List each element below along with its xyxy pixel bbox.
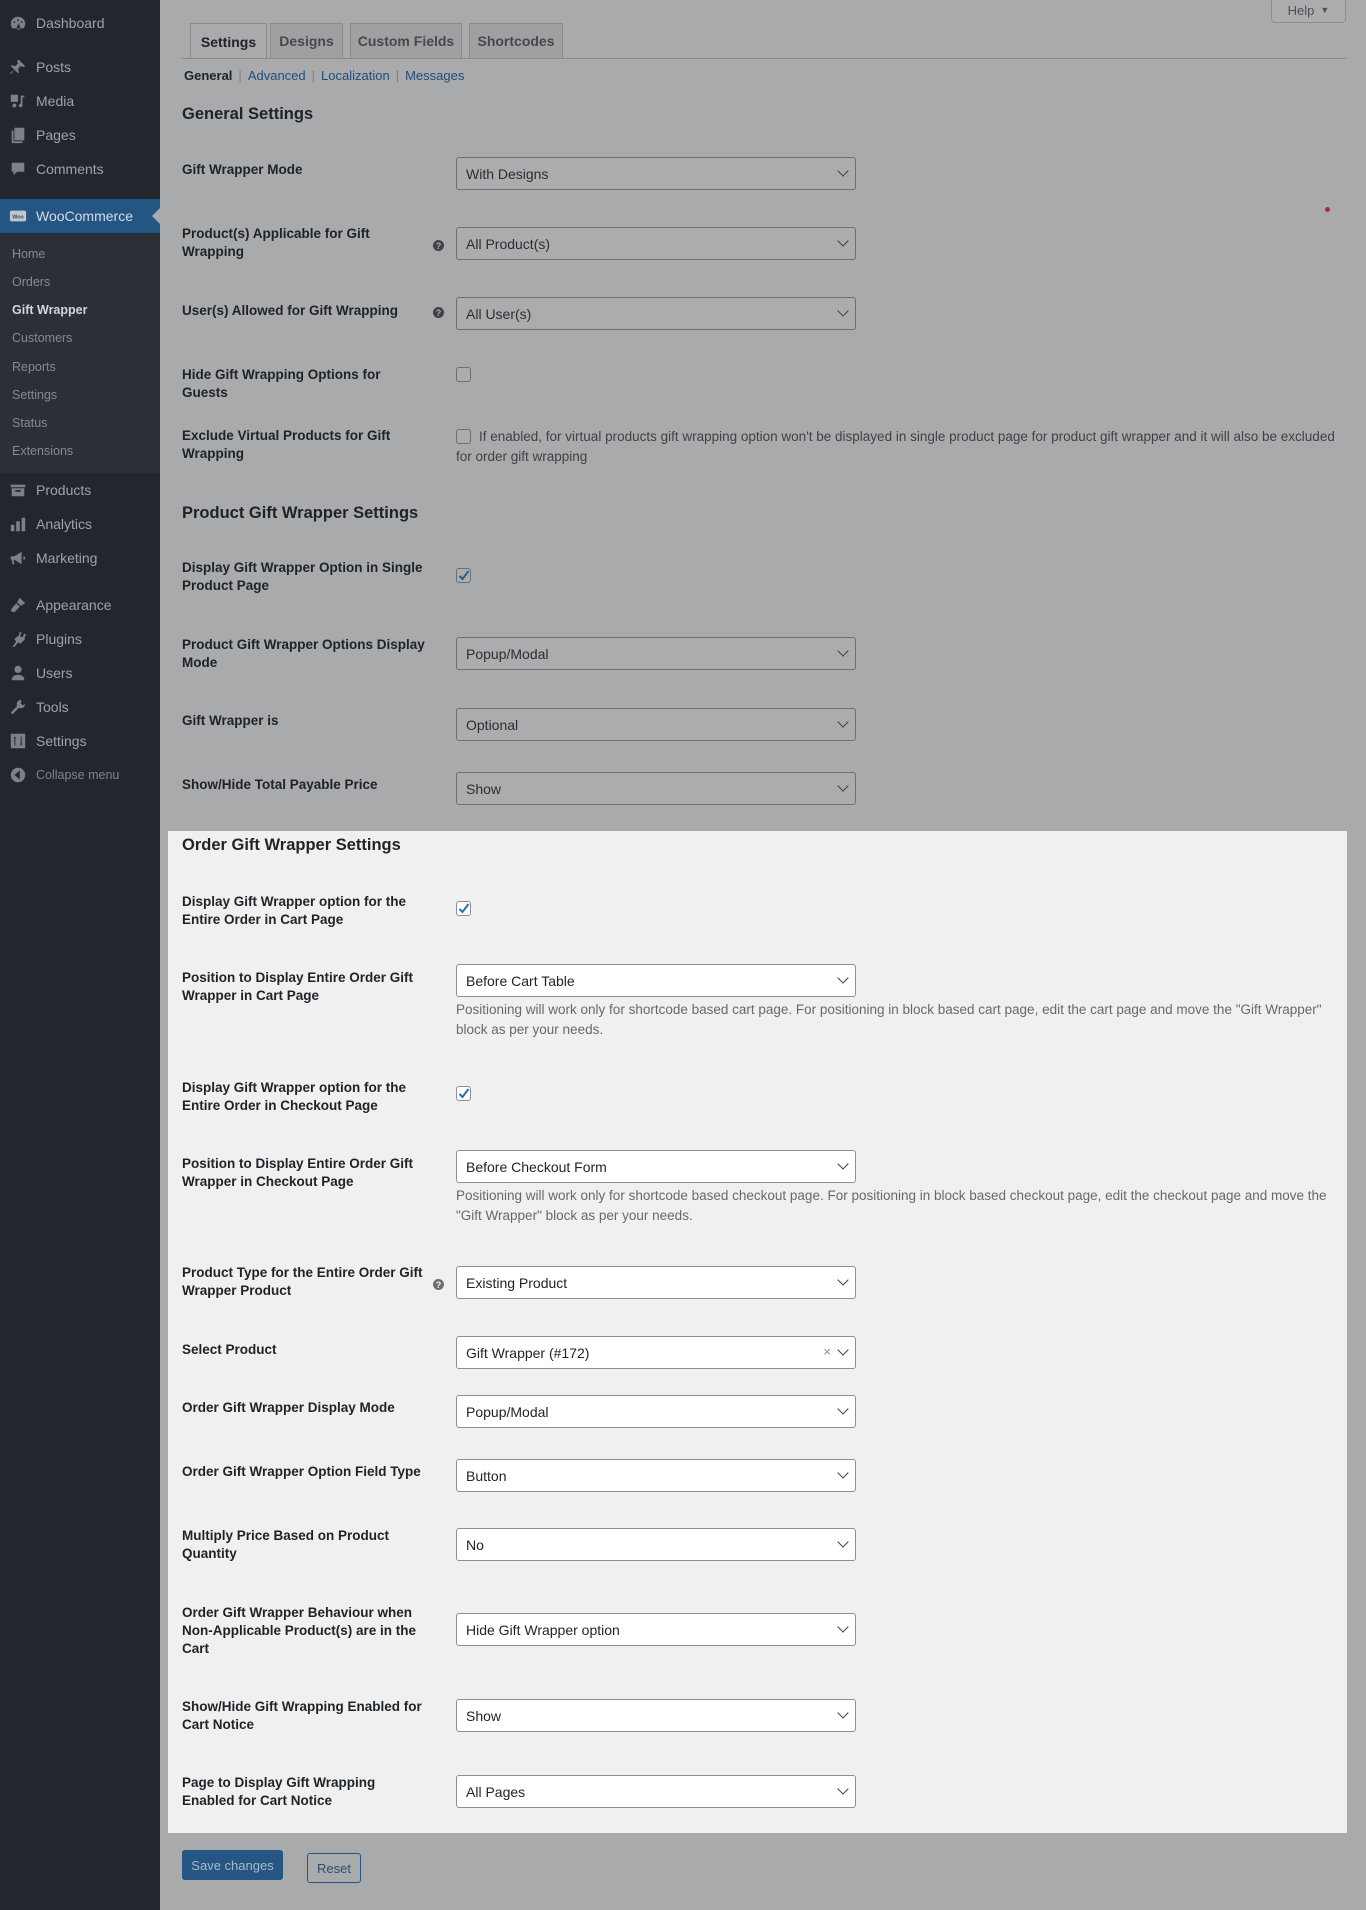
sidebar-item-plugins[interactable]: [0, 622, 160, 656]
bar-chart-icon: [8, 514, 28, 534]
sidebar-item-tools[interactable]: [0, 690, 160, 724]
products-applicable-select[interactable]: [456, 227, 856, 260]
chevron-down-icon: [837, 1467, 848, 1478]
submenu-orders[interactable]: Orders: [12, 275, 51, 289]
help-button[interactable]: [1271, 0, 1346, 23]
select-value: Button: [466, 1467, 507, 1484]
help-label: Help: [1287, 2, 1315, 18]
products-applicable-label: Product(s) Applicable for Gift Wrapping: [182, 226, 370, 259]
sidebar-item-marketing[interactable]: [0, 541, 160, 575]
woocommerce-submenu: [0, 233, 160, 473]
sidebar-item-comments[interactable]: [0, 152, 160, 186]
cart-position-description: Positioning will work only for shortcode based cart page. For positioning in block based cart page, edit the cart page and move the "Gift Wrapper" block as per your needs.: [456, 1002, 1322, 1037]
select-value: Show: [466, 1707, 502, 1724]
wrench-icon: [8, 697, 28, 717]
chevron-down-icon: [837, 235, 848, 246]
red-dot-indicator: [1325, 207, 1330, 212]
general-settings-title: General Settings: [182, 105, 314, 123]
users-allowed-label: User(s) Allowed for Gift Wrapping: [182, 303, 399, 318]
checkmark-icon: [458, 902, 470, 915]
submenu-extensions[interactable]: Extensions: [12, 444, 74, 458]
reset-button[interactable]: Reset: [307, 1853, 361, 1883]
cart-notice-page-select[interactable]: [456, 1775, 856, 1808]
collapse-menu-button[interactable]: [0, 758, 160, 792]
total-payable-select[interactable]: [456, 772, 856, 805]
order-checkout-display-checkbox[interactable]: [456, 1086, 471, 1101]
tab-settings[interactable]: Settings: [190, 23, 267, 59]
sidebar-item-posts[interactable]: [0, 50, 160, 84]
order-settings-panel: [168, 831, 1347, 1833]
select-value: All Product(s): [466, 235, 551, 252]
help-tooltip-icon[interactable]: ?: [433, 240, 444, 251]
gift-wrapper-is-select[interactable]: [456, 708, 856, 741]
order-display-mode-select[interactable]: [456, 1395, 856, 1428]
sidebar-item-pages[interactable]: [0, 118, 160, 152]
product-display-mode-select[interactable]: [456, 637, 856, 670]
sidebar-item-label: Pages: [36, 127, 76, 143]
order-settings-title: Order Gift Wrapper Settings: [182, 836, 401, 854]
option-field-type-label: Order Gift Wrapper Option Field Type: [182, 1464, 421, 1479]
chevron-down-icon: [837, 972, 848, 983]
sidebar-item-products[interactable]: [0, 473, 160, 507]
pin-icon: [8, 57, 28, 77]
select-value: Gift Wrapper (#172): [466, 1344, 590, 1361]
submenu-settings[interactable]: Settings: [12, 388, 58, 402]
subnav-localization[interactable]: Localization: [321, 68, 390, 83]
collapse-arrow-icon: [8, 765, 28, 785]
select-product-label: Select Product: [182, 1342, 277, 1357]
product-type-select[interactable]: [456, 1266, 856, 1299]
pages-icon: [8, 125, 28, 145]
user-icon: [8, 663, 28, 683]
gift-wrapper-mode-label: Gift Wrapper Mode: [182, 162, 303, 177]
sidebar-item-label: WooCommerce: [36, 208, 133, 224]
sidebar-item-label: Analytics: [36, 516, 93, 532]
svg-text:Woo: Woo: [12, 214, 24, 221]
help-tooltip-icon[interactable]: ?: [433, 1279, 444, 1290]
select-value: Show: [466, 780, 502, 797]
sidebar-item-label: Posts: [36, 59, 72, 75]
exclude-virtual-label: Exclude Virtual Products for Gift Wrapping: [182, 428, 391, 461]
sidebar-item-label: Dashboard: [36, 15, 105, 31]
display-single-product-label: Display Gift Wrapper Option in Single Product Page: [182, 560, 423, 593]
order-display-mode-label: Order Gift Wrapper Display Mode: [182, 1400, 395, 1415]
tab-designs[interactable]: Designs: [270, 23, 343, 58]
product-type-label: Product Type for the Entire Order Gift Wrapper Product: [182, 1265, 423, 1298]
admin-sidebar: [0, 0, 160, 1910]
sidebar-item-dashboard[interactable]: [0, 6, 160, 40]
product-display-mode-label: Product Gift Wrapper Options Display Mode: [182, 637, 425, 670]
cart-notice-page-label: Page to Display Gift Wrapping Enabled for Cart Notice: [182, 1775, 376, 1808]
select-value: Popup/Modal: [466, 645, 549, 662]
chevron-down-icon: [837, 1344, 848, 1355]
hide-for-guests-checkbox[interactable]: [456, 367, 471, 382]
woo-icon: [8, 206, 28, 226]
sidebar-item-label: Users: [36, 665, 73, 681]
order-cart-display-checkbox[interactable]: [456, 901, 471, 916]
chevron-down-icon: [837, 645, 848, 656]
dashboard-icon: [8, 13, 28, 33]
chevron-down-icon: [837, 305, 848, 316]
non-applicable-behaviour-select[interactable]: [456, 1613, 856, 1646]
sidebar-item-label: Marketing: [36, 550, 98, 566]
megaphone-icon: [8, 548, 28, 568]
multiply-price-select[interactable]: [456, 1528, 856, 1561]
sidebar-item-label: Tools: [36, 699, 69, 715]
select-value: Before Checkout Form: [466, 1158, 607, 1175]
sidebar-item-label: Products: [36, 482, 92, 498]
sliders-icon: [8, 731, 28, 751]
checkout-position-description: Positioning will work only for shortcode based checkout page. For positioning in block based checkout page, edit the checkout page and move the "Gift Wrapper" block as per your needs.: [456, 1188, 1327, 1223]
tab-custom-fields[interactable]: Custom Fields: [350, 23, 462, 58]
multiply-price-label: Multiply Price Based on Product Quantity: [182, 1528, 390, 1561]
archive-icon: [8, 480, 28, 500]
caret-down-icon: ▼: [1320, 5, 1330, 15]
sidebar-item-media[interactable]: [0, 84, 160, 118]
submenu-home[interactable]: Home: [12, 247, 46, 261]
select-value: All User(s): [466, 305, 532, 322]
select-value: With Designs: [466, 165, 549, 182]
checkout-position-label: Position to Display Entire Order Gift Wrapper in Checkout Page: [182, 1156, 414, 1189]
clear-selection-icon[interactable]: ×: [823, 1344, 831, 1359]
subnav-separator: |: [311, 68, 316, 83]
subnav-general[interactable]: General: [184, 68, 233, 83]
sidebar-item-appearance[interactable]: [0, 588, 160, 622]
display-single-product-checkbox[interactable]: [456, 568, 471, 583]
chevron-down-icon: [837, 716, 848, 727]
sidebar-item-settings[interactable]: [0, 724, 160, 758]
chevron-down-icon: [837, 1403, 848, 1414]
subnav-advanced[interactable]: Advanced: [247, 68, 306, 83]
checkout-position-select[interactable]: [456, 1150, 856, 1183]
sidebar-item-users[interactable]: [0, 656, 160, 690]
submenu-customers[interactable]: Customers: [12, 331, 73, 345]
help-tooltip-icon[interactable]: ?: [433, 307, 444, 318]
cart-position-label: Position to Display Entire Order Gift Wrapper in Cart Page: [182, 970, 414, 1003]
exclude-virtual-description: If enabled, for virtual products gift wrapping option won't be displayed in single product page for product gift wrapper and it will also be excluded for order gift wrapping: [456, 429, 1335, 464]
select-product-field[interactable]: [456, 1336, 856, 1369]
chevron-down-icon: [837, 1536, 848, 1547]
sidebar-item-label: Comments: [36, 161, 104, 177]
checkmark-icon: [458, 1087, 470, 1100]
select-value: Existing Product: [466, 1274, 568, 1291]
select-value: All Pages: [466, 1783, 526, 1800]
chevron-down-icon: [837, 1707, 848, 1718]
cart-notice-show-select[interactable]: [456, 1699, 856, 1732]
submenu-reports[interactable]: Reports: [12, 360, 56, 374]
chevron-down-icon: [837, 165, 848, 176]
submenu-gift-wrapper[interactable]: Gift Wrapper: [12, 303, 88, 317]
order-checkout-display-label: Display Gift Wrapper option for the Entire Order in Checkout Page: [182, 1080, 407, 1113]
sidebar-item-woocommerce[interactable]: [0, 199, 160, 233]
settings-subnav: [184, 68, 464, 83]
select-value: Hide Gift Wrapper option: [466, 1621, 620, 1638]
sidebar-item-label: Appearance: [36, 597, 112, 613]
plug-icon: [8, 629, 28, 649]
sidebar-item-analytics[interactable]: [0, 507, 160, 541]
users-allowed-select[interactable]: [456, 297, 856, 330]
comment-icon: [8, 159, 28, 179]
subnav-messages[interactable]: Messages: [405, 68, 465, 83]
submenu-status[interactable]: Status: [12, 416, 48, 430]
gift-wrapper-is-label: Gift Wrapper is: [182, 713, 279, 728]
sidebar-item-label: Media: [36, 93, 75, 109]
select-value: No: [466, 1536, 484, 1553]
subnav-separator: |: [238, 68, 242, 83]
chevron-down-icon: [837, 1158, 848, 1169]
checkmark-icon: [458, 569, 470, 582]
product-settings-title: Product Gift Wrapper Settings: [182, 504, 419, 522]
subnav-separator: |: [395, 68, 400, 83]
chevron-down-icon: [837, 1621, 848, 1632]
select-value: Popup/Modal: [466, 1403, 549, 1420]
select-value: Before Cart Table: [466, 972, 575, 989]
sidebar-item-label: Plugins: [36, 631, 82, 647]
collapse-menu-label: Collapse menu: [36, 768, 120, 782]
hide-for-guests-label: Hide Gift Wrapping Options for Guests: [182, 367, 381, 400]
total-payable-label: Show/Hide Total Payable Price: [182, 777, 378, 792]
media-icon: [8, 91, 28, 111]
option-field-type-select[interactable]: [456, 1459, 856, 1492]
select-value: Optional: [466, 716, 519, 733]
gift-wrapper-mode-select[interactable]: [456, 157, 856, 190]
cart-notice-show-label: Show/Hide Gift Wrapping Enabled for Cart Notice: [182, 1699, 422, 1732]
save-changes-button[interactable]: Save changes: [182, 1850, 283, 1880]
tabs-divider: [182, 58, 1346, 59]
non-applicable-behaviour-label: Order Gift Wrapper Behaviour when Non-Applicable Product(s) are in the Cart: [182, 1605, 417, 1656]
sidebar-item-label: Settings: [36, 733, 87, 749]
chevron-down-icon: [837, 1783, 848, 1794]
cart-position-select[interactable]: [456, 964, 856, 997]
tab-shortcodes[interactable]: Shortcodes: [469, 23, 563, 58]
chevron-down-icon: [837, 780, 848, 791]
paintbrush-icon: [8, 595, 28, 615]
chevron-down-icon: [837, 1274, 848, 1285]
order-cart-display-label: Display Gift Wrapper option for the Entire Order in Cart Page: [182, 894, 407, 927]
